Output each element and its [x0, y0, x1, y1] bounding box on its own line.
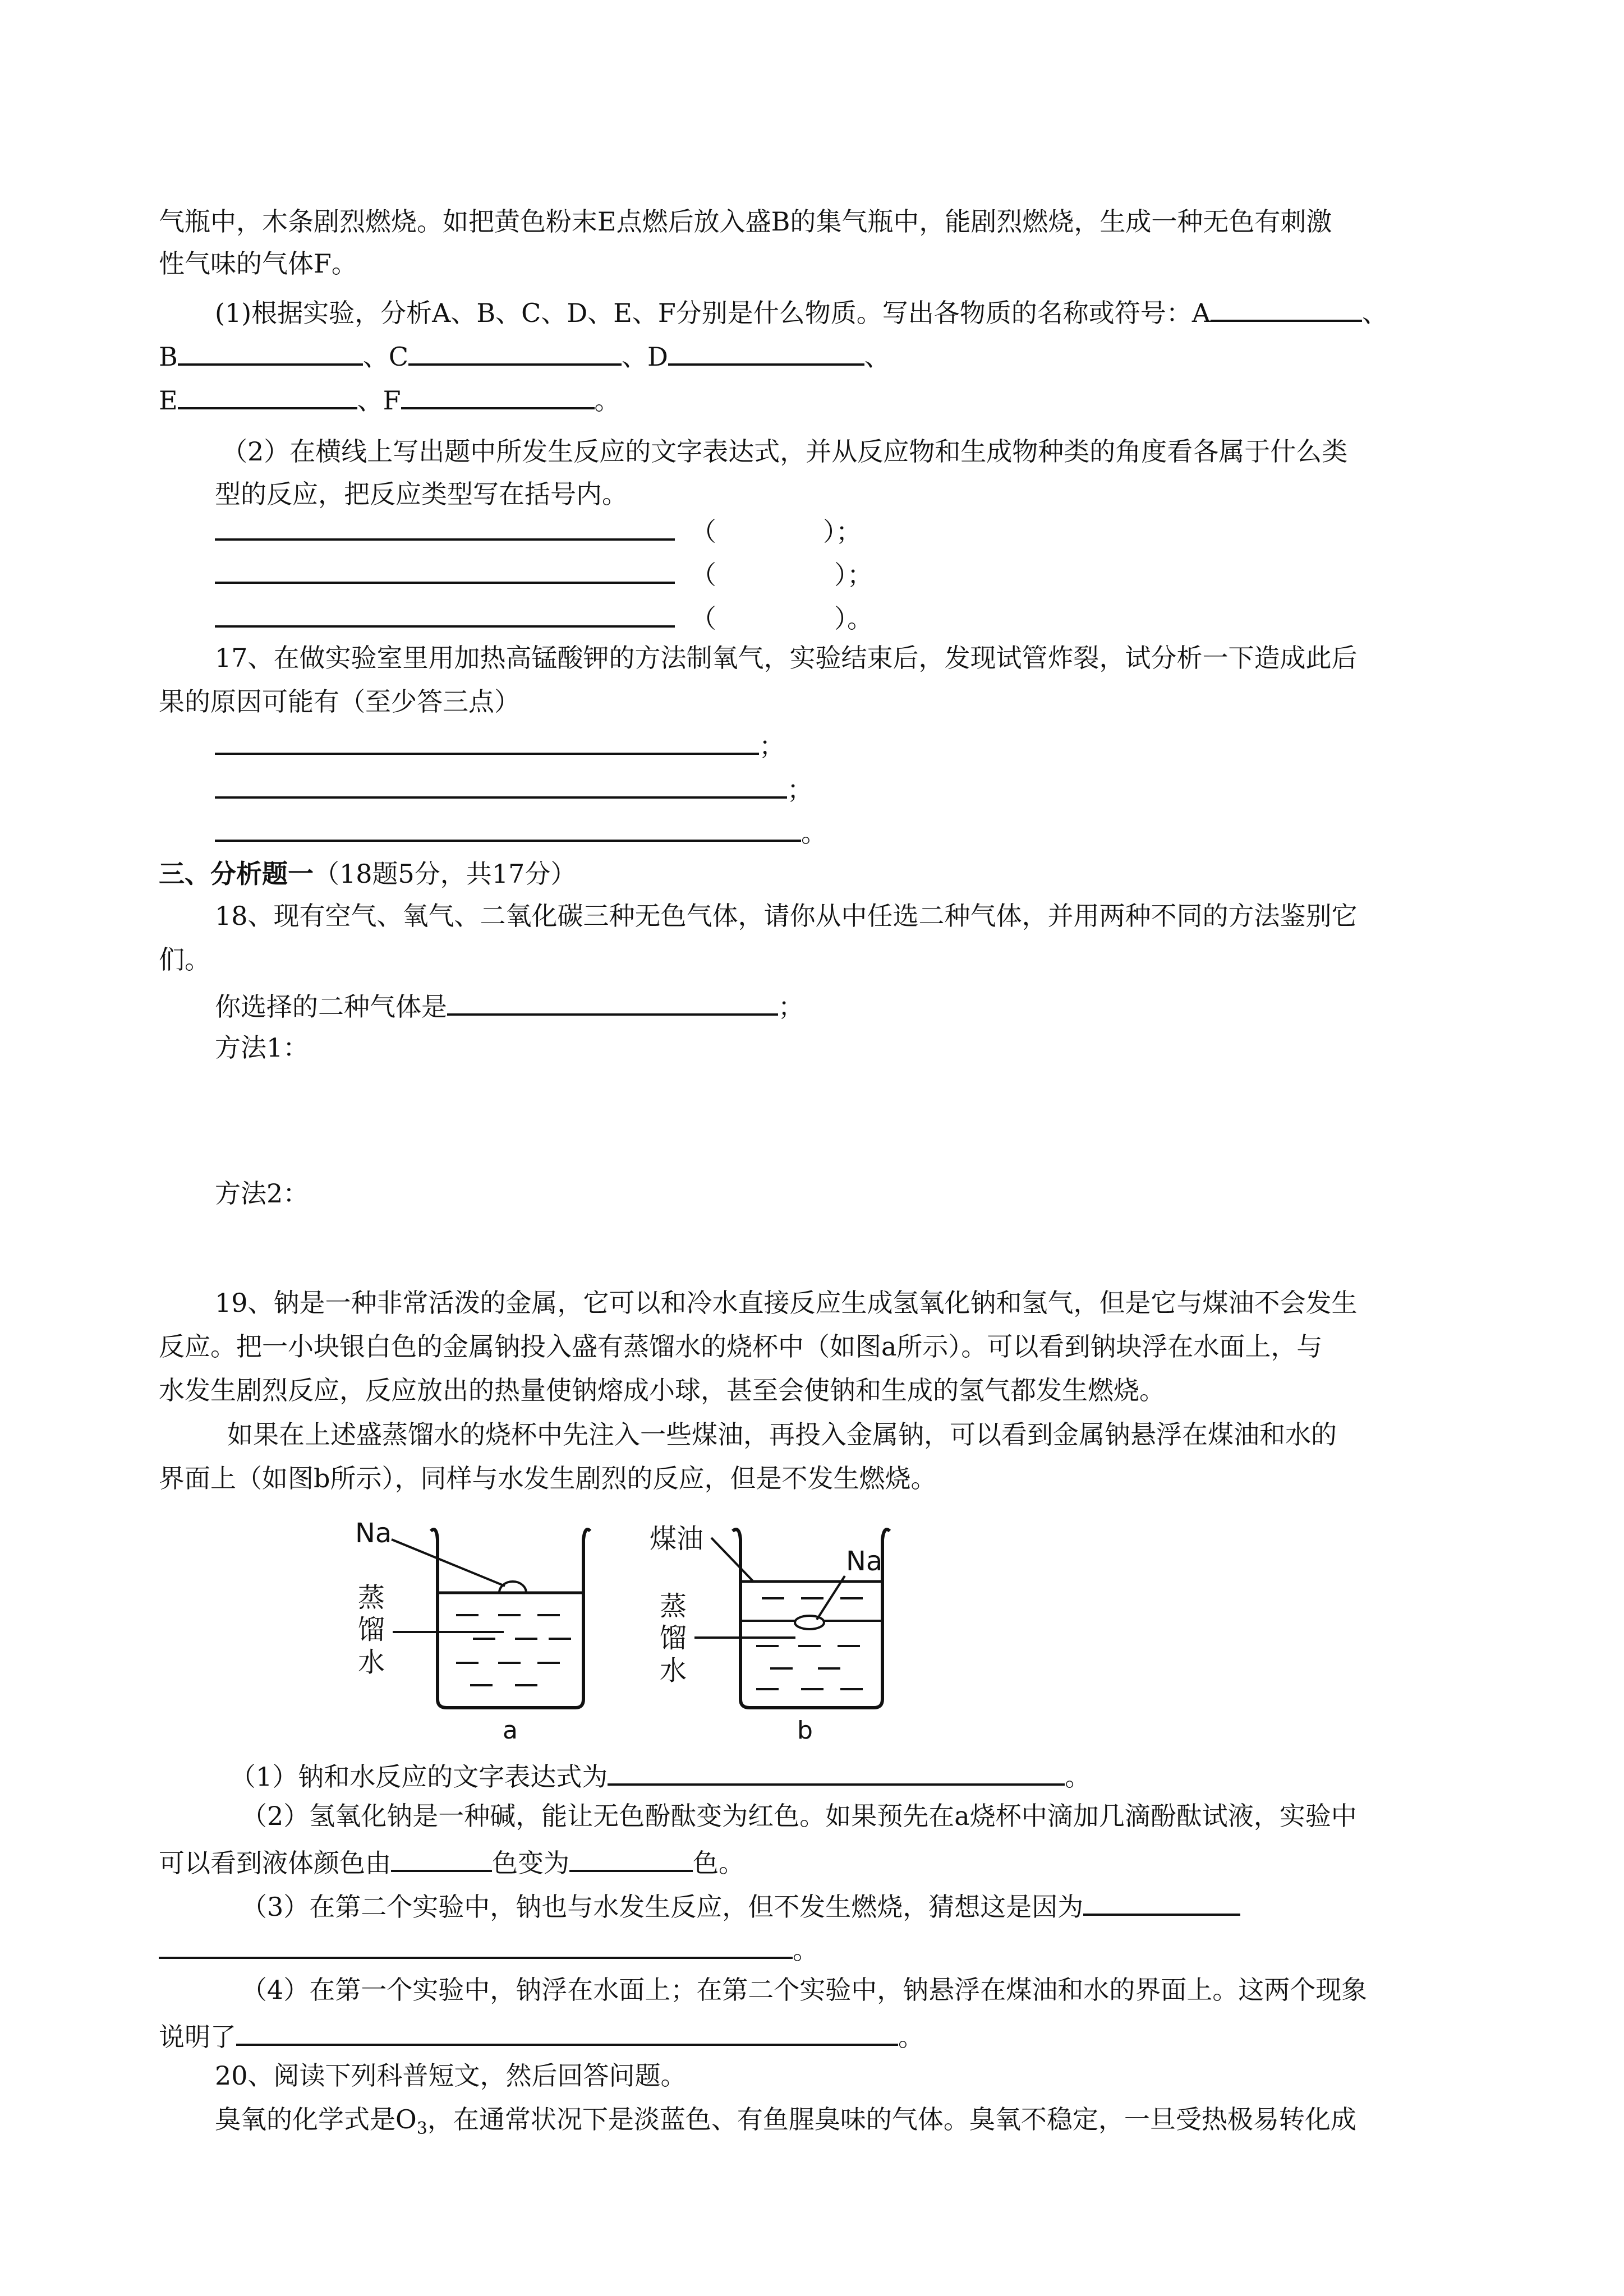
kerosene-pointer-b	[711, 1538, 753, 1582]
q17-line-1: 17、在做实验室里用加热高锰酸钾的方法制氧气，实验结束后，发现试管炸裂，试分析一下造成此后	[215, 643, 1358, 673]
sodium-piece-b	[795, 1616, 824, 1629]
water-label-a-3: 水	[358, 1647, 385, 1678]
period: 。	[801, 818, 827, 848]
q16-part1-text: (1)根据实验，分析A、B、C、D、E、F分别是什么物质。写出各物质的名称或符号：A	[215, 298, 1211, 328]
reaction-blank-1[interactable]	[215, 515, 675, 541]
sodium-ball-a	[499, 1582, 526, 1593]
kerosene-label-b: 煤油	[650, 1523, 704, 1555]
answer-blank-e[interactable]	[178, 384, 357, 409]
q17-answer-row-3	[215, 816, 827, 846]
separator: 、	[1361, 298, 1388, 328]
paren-open: （	[691, 517, 716, 547]
q19-part4-line-1: （4）在第一个实验中，钠浮在水面上；在第二个实验中，钠悬浮在煤油和水的界面上。这两个现象	[241, 1975, 1368, 2005]
q18-line-2: 们。	[159, 944, 210, 975]
paren-open: （	[691, 603, 716, 634]
caption-b: b	[797, 1716, 813, 1745]
label-c: C	[388, 342, 409, 372]
label-d: D	[647, 342, 668, 372]
paren-close: ）；	[834, 560, 873, 590]
q20-line-1: 20、阅读下列科普短文，然后回答问题。	[215, 2060, 687, 2091]
q19-part3-line-2	[159, 1933, 818, 1963]
q18-choice-blank[interactable]	[447, 990, 778, 1016]
label-f: F	[383, 385, 401, 416]
q16-part1-prompt	[215, 296, 1388, 326]
reaction-blank-3[interactable]	[215, 602, 675, 628]
water-label-b-1: 蒸	[660, 1590, 687, 1622]
q18-method-2: 方法2：	[215, 1178, 309, 1209]
q19-line-3: 水发生剧烈反应，反应放出的热量使钠熔成小球，甚至会使钠和生成的氢气都发生燃烧。	[159, 1375, 1165, 1405]
answer-blank-f[interactable]	[401, 384, 595, 409]
q17-answer-row-1	[215, 729, 785, 759]
semicolon: ；	[787, 774, 813, 805]
q19-part3-blank-1[interactable]	[1083, 1890, 1240, 1916]
paren-close: ）；	[823, 517, 862, 547]
beaker-figure	[352, 1514, 924, 1750]
reaction-row-1	[215, 515, 862, 545]
q17-line-2: 果的原因可能有（至少答三点）	[159, 686, 520, 717]
separator: 、	[362, 342, 389, 372]
paren-close: ）。	[834, 603, 873, 634]
q19-part2-text-b: 色变为	[492, 1848, 569, 1878]
q19-part3-line-1	[241, 1890, 1240, 1920]
q19-line-1: 19、钠是一种非常活泼的金属，它可以和冷水直接反应生成氢氧化钠和氢气，但是它与煤油不会发生	[215, 1288, 1358, 1318]
q17-answer-row-2	[215, 773, 813, 803]
q16-part2-line-1: （2）在横线上写出题中所发生反应的文字表达式，并从反应物和生成物种类的角度看各属于什么类	[222, 436, 1348, 467]
q18-choice-row	[215, 990, 804, 1020]
period: 。	[793, 1935, 818, 1965]
answer-blank-b[interactable]	[178, 340, 363, 366]
q16-part2-line-2: 型的反应，把反应类型写在括号内。	[215, 479, 628, 509]
beaker-b	[650, 1523, 890, 1745]
paren-open: （	[691, 560, 716, 590]
color-from-blank[interactable]	[391, 1846, 492, 1872]
q19-part2-text-a: 可以看到液体颜色由	[159, 1848, 391, 1878]
q16-answer-row-ef	[159, 384, 620, 416]
q19-line-4: 如果在上述盛蒸馏水的烧杯中先注入一些煤油，再投入金属钠，可以看到金属钠悬浮在煤油和水的	[227, 1419, 1337, 1450]
q19-part2-line-1: （2）氢氧化钠是一种碱，能让无色酚酞变为红色。如果预先在a烧杯中滴加几滴酚酞试液，实验中	[241, 1801, 1357, 1831]
q16-continuation-line-2: 性气味的气体F。	[159, 248, 357, 279]
section-title: 三、分析题一	[159, 859, 314, 889]
answer-blank-d[interactable]	[668, 340, 864, 366]
q18-line-1: 18、现有空气、氧气、二氧化碳三种无色气体，请你从中任选二种气体，并用两种不同的方法鉴别它	[215, 901, 1358, 931]
semicolon: ；	[759, 731, 785, 761]
q19-part1-row	[230, 1760, 1091, 1790]
na-label-b: Na	[846, 1546, 883, 1577]
q17-answer-blank-2[interactable]	[215, 773, 787, 799]
q19-part2-line-2	[159, 1846, 744, 1876]
q19-part4-blank[interactable]	[236, 2020, 898, 2046]
q19-part3-blank-2[interactable]	[159, 1933, 793, 1959]
q19-line-2: 反应。把一小块银白色的金属钠投入盛有蒸馏水的烧杯中（如图a所示）。可以看到钠块浮在水面上，与	[159, 1331, 1323, 1362]
q20-line-2	[215, 2106, 1356, 2137]
subscript-3: 3	[416, 2119, 427, 2139]
q19-part2-text-c: 色。	[693, 1848, 744, 1878]
color-to-blank[interactable]	[569, 1846, 693, 1872]
q19-line-5: 界面上（如图b所示），同样与水发生剧烈的反应，但是不发生燃烧。	[159, 1463, 937, 1493]
q16-continuation-line-1: 气瓶中，木条剧烈燃烧。如把黄色粉末E点燃后放入盛B的集气瓶中，能剧烈燃烧，生成一种无色有刺激	[159, 206, 1332, 237]
reaction-row-3	[215, 602, 873, 634]
q16-answer-row-bcd	[159, 340, 890, 370]
water-label-b-3: 水	[660, 1655, 687, 1686]
q19-part1-blank[interactable]	[608, 1760, 1065, 1786]
label-b: B	[159, 342, 178, 372]
section-3-heading	[159, 861, 576, 887]
q19-part4-text: 说明了	[159, 2022, 236, 2052]
q18-method-1: 方法1：	[215, 1032, 309, 1063]
caption-a: a	[503, 1716, 518, 1745]
answer-blank-c[interactable]	[408, 340, 622, 366]
q19-part1-text: （1）钠和水反应的文字表达式为	[230, 1762, 608, 1792]
reaction-blank-2[interactable]	[215, 558, 675, 584]
water-label-a-2: 馏	[358, 1614, 385, 1645]
label-e: E	[159, 385, 178, 416]
q20-text-b: ，在通常状况下是淡蓝色、有鱼腥臭味的气体。臭氧不稳定，一旦受热极易转化成	[427, 2104, 1356, 2134]
water-label-b-2: 馏	[660, 1622, 687, 1654]
beaker-a	[355, 1518, 590, 1745]
q17-answer-blank-3[interactable]	[215, 816, 801, 842]
answer-blank-a[interactable]	[1211, 296, 1362, 322]
separator: 、	[357, 385, 383, 416]
section-note: （18题5分，共17分）	[314, 859, 577, 889]
period: 。	[594, 385, 620, 416]
na-label-a: Na	[355, 1518, 392, 1549]
q18-choice-label: 你选择的二种气体是	[215, 992, 447, 1022]
q17-answer-blank-1[interactable]	[215, 729, 759, 755]
period: 。	[1065, 1762, 1091, 1792]
water-label-a-1: 蒸	[358, 1582, 385, 1613]
period: 。	[898, 2022, 924, 2052]
reaction-row-2	[215, 558, 873, 588]
q19-part4-line-2	[159, 2020, 924, 2050]
separator: 、	[864, 342, 890, 372]
semicolon: ；	[778, 992, 804, 1022]
q19-part3-text: （3）在第二个实验中，钠也与水发生反应，但不发生燃烧，猜想这是因为	[241, 1892, 1084, 1922]
separator: 、	[622, 342, 648, 372]
q20-text-a: 臭氧的化学式是O	[215, 2104, 417, 2134]
na-pointer-a	[392, 1539, 505, 1586]
